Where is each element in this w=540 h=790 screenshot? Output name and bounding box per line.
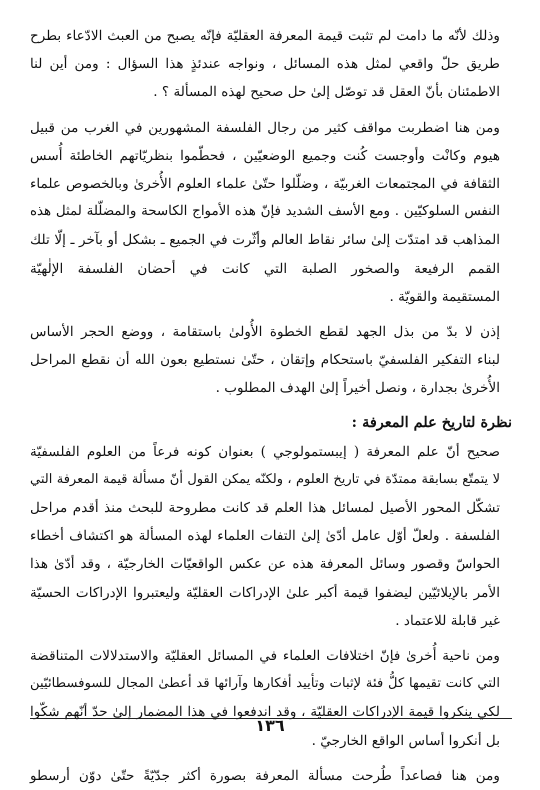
paragraph-3 [30,318,512,403]
text-line: ومن ناحية أُخرىٰ فإنّ اختلافات العلماء في المسائل العقليّة والاستدلالات المتناقضة [30,648,500,665]
text-line: الأُخرىٰ بجدارة ، ونصل أخيراً إلىٰ الهدف المطلوب . [215,380,500,397]
text-line: طريق حلّ واقعي لمثل هذه المسائل ، ونواجه عندئذٍ هذا السؤال : ومن أين لنا [30,56,500,73]
text-line: الفلسفة . ولعلّ أوّل عامل أدّىٰ إلىٰ التفات العلماء لهذه المسألة هو اكتشاف أخطاء [30,528,500,545]
text-line: الثقافة في المجتمعات الغربيّة ، وضلّلوا حتّىٰ علماء العلوم الأُخرىٰ وبالخصوص علماء [30,176,500,193]
text-line: تشكّل المحور الأصيل لمسائل هذا العلم قد كانت مطروحة للبحث منذ أقدم مراحل [30,500,500,517]
text-line: المستقيمة والقويّة . [389,288,500,305]
text-line: لا يتمتّع بسابقة ممتدّة في تاريخ العلوم ، ولكنّه يمكن القول أنّ مسألة قيمة المعرفة التي [30,471,500,487]
text-line: النفس السلوكيّين . ومع الأسف الشديد فإنّ هذه الأمواج الكاسحة والمضلّلة لمثل هذه [30,204,500,220]
paragraph-5 [30,642,512,755]
text-line: الاطمئنان بأنّ العقل قد توصّل إلىٰ حل صحيح لهذه المسألة ؟ . [153,84,500,101]
text-line: الأمر بالإيلائيّين ليضفوا قيمة أكبر علىٰ الإدراكات العقليّة وليعتبروا الإدراكات الحسيّة [30,584,500,601]
paragraph-1 [30,22,512,107]
text-line: إذن لا بدّ من بذل الجهد لقطع الخطوة الأُولىٰ باستقامة ، ووضع الحجر الأساس [30,324,500,341]
text-line: ومن هنا اضطربت مواقف كثير من رجال الفلسفة المشهورين في الغرب من قبيل [30,119,500,136]
text-line: القمم الرفيعة والصخور الصلبة التي كانت في أحضان الفلسفة الإلٰهيّة [30,260,500,277]
text-line: صحيح أنّ علم المعرفة ( إيبستمولوجي ) بعنوان كونه فرعاً من العلوم الفلسفيّة [30,443,500,460]
text-line: ومن هنا فصاعداً طُرحت مسألة المعرفة بصورة أكثر جدّيّةً حتّىٰ دوّن أرسطو [30,767,500,784]
paragraph-2 [30,114,512,311]
paragraph-6 [30,762,512,790]
text-line: لبناء التفكير الفلسفيّ باستحكام وإتقان ، حتّىٰ نستطيع بعون الله أن نقطع المراحل [30,352,500,369]
paragraph-4 [30,438,512,635]
text-line: غير قابلة للاعتماد . [395,612,500,629]
text-line: التي كانت تقيمها كلُّ فئة لإثبات وتأييد أفكارها وآرائها قد أعطىٰ المجال للسوفسطائيّين [30,676,500,692]
text-line: وذلك لأنّه ما دامت لم تثبت قيمة المعرفة العقليّة فإنّه يصبح من العبث الادّعاء بطرح [30,28,500,44]
page-number: ١٣٦ [255,716,285,735]
text-line: المذاهب قد امتدّت إلىٰ سائر نقاط العالم وأثّرت في الجميع ـ بشكل أو بآخر ـ إلّا تلك [30,232,500,249]
document-page [30,22,512,784]
text-line: هيوم وكانْت وأوجست كُنت وجميع الوضعيّين ، فحطّموا بنظريّاتهم الخاطئة أُسس [30,147,500,164]
text-line: الحواسّ وقصور وسائل المعرفة هذه عن عكس الواقعيّات الخارجيّة ، وقد أدّىٰ هذا [30,556,500,573]
text-line: بل أنكروا أساس الواقع الخارجيّ . [311,732,500,749]
section-heading: نظرة لتاريخ علم المعرفة : [351,413,512,431]
text-line: لكي ينكروا قيمة الإدراكات العقليّة ، وقد اندفعوا في هذا المضمار إلىٰ حدّ أنّهم شكّوا [30,704,500,721]
